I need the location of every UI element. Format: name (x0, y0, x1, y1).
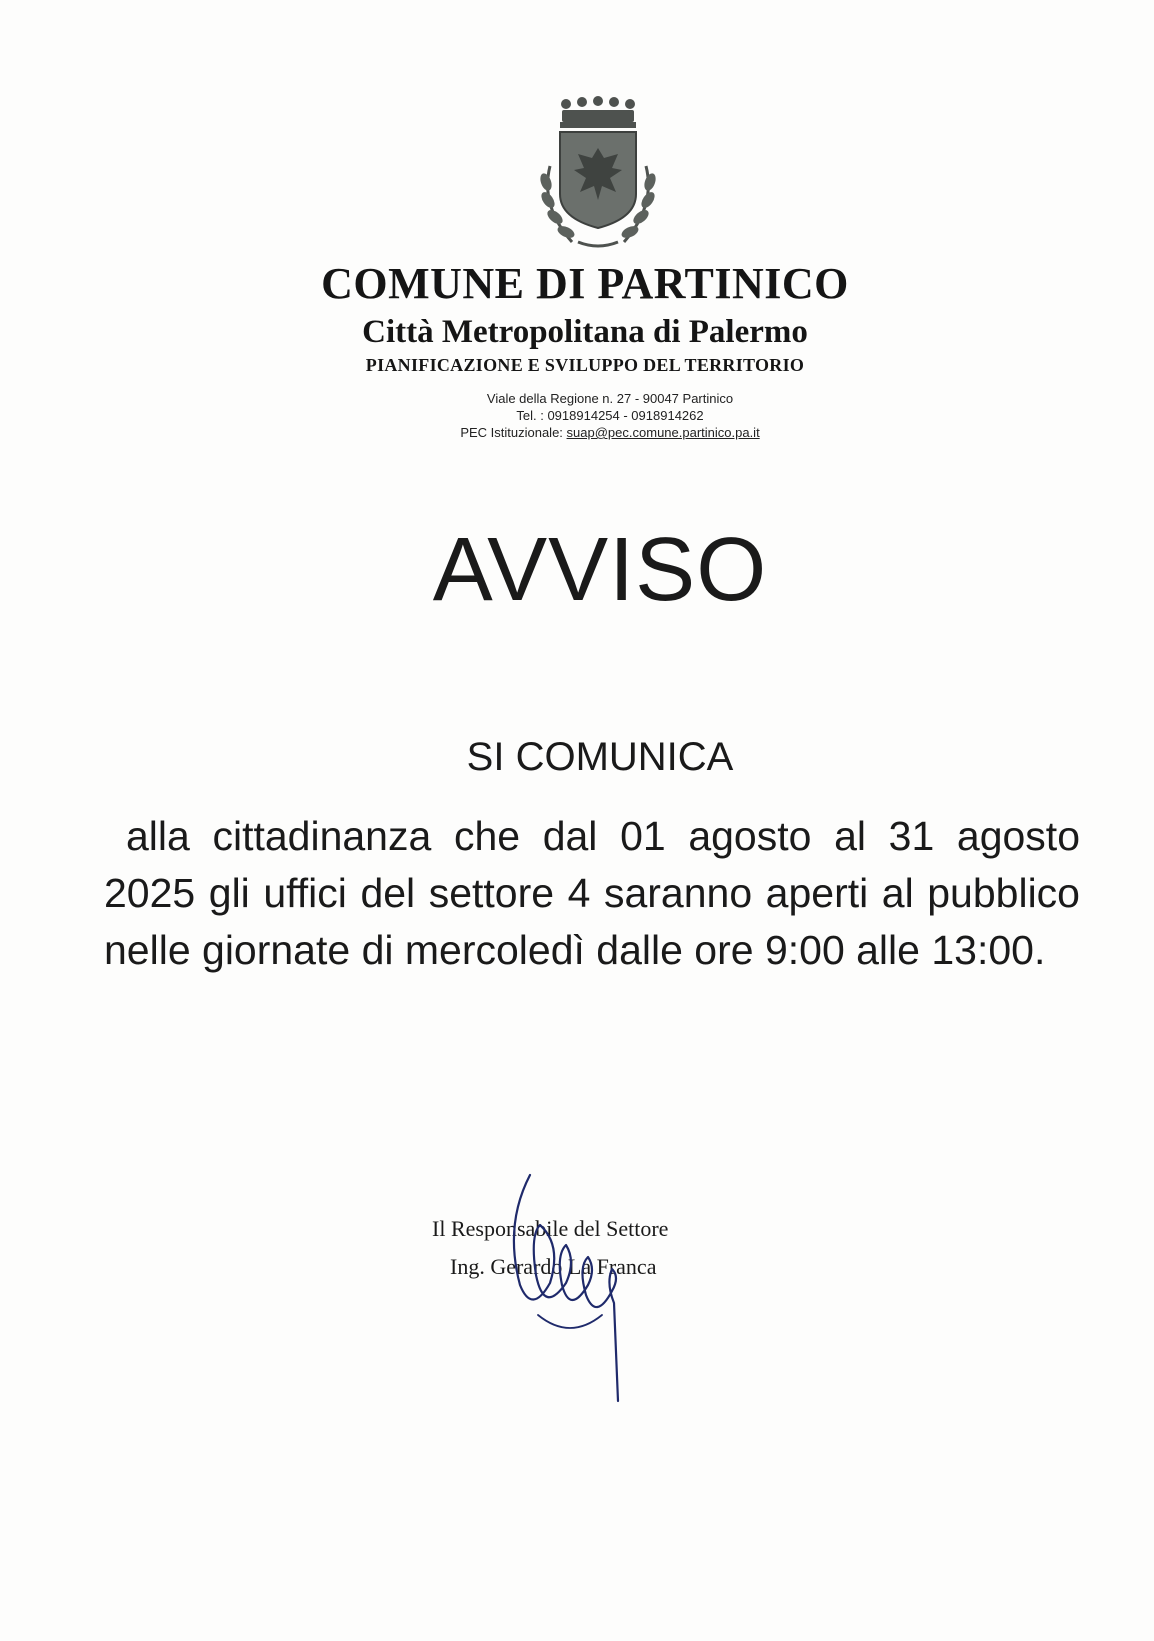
municipality-name: COMUNE DI PARTINICO (321, 259, 849, 308)
notice-body: alla cittadinanza che dal 01 agosto al 31 agosto 2025 gli uffici del settore 4 saranno aperti al pubblico nelle giornate di mercoledì dalle ore 9:00 alle 13:00. (104, 813, 1080, 973)
pec-label: PEC Istituzionale: (460, 425, 563, 440)
handwritten-signature-icon (510, 1165, 650, 1405)
phone-line: Tel. : 0918914254 - 0918914262 (516, 408, 704, 423)
letterhead (300, 258, 870, 376)
notice-subtitle: SI COMUNICA (466, 735, 734, 779)
municipal-coat-of-arms-icon (528, 96, 668, 256)
notice-title: AVVISO (432, 520, 768, 620)
pec-address-link[interactable]: suap@pec.comune.partinico.pa.it (566, 425, 760, 440)
pec-line (370, 424, 850, 441)
signatory-role: Il Responsabile del Settore (432, 1216, 669, 1241)
contact-info (370, 390, 850, 441)
signatory-name: Ing. Gerardo La Franca (450, 1254, 657, 1279)
address-line: Viale della Regione n. 27 - 90047 Partinico (486, 391, 734, 406)
department-name: PIANIFICAZIONE E SVILUPPO DEL TERRITORIO (365, 355, 805, 375)
metro-city-name: Città Metropolitana di Palermo (362, 314, 808, 350)
